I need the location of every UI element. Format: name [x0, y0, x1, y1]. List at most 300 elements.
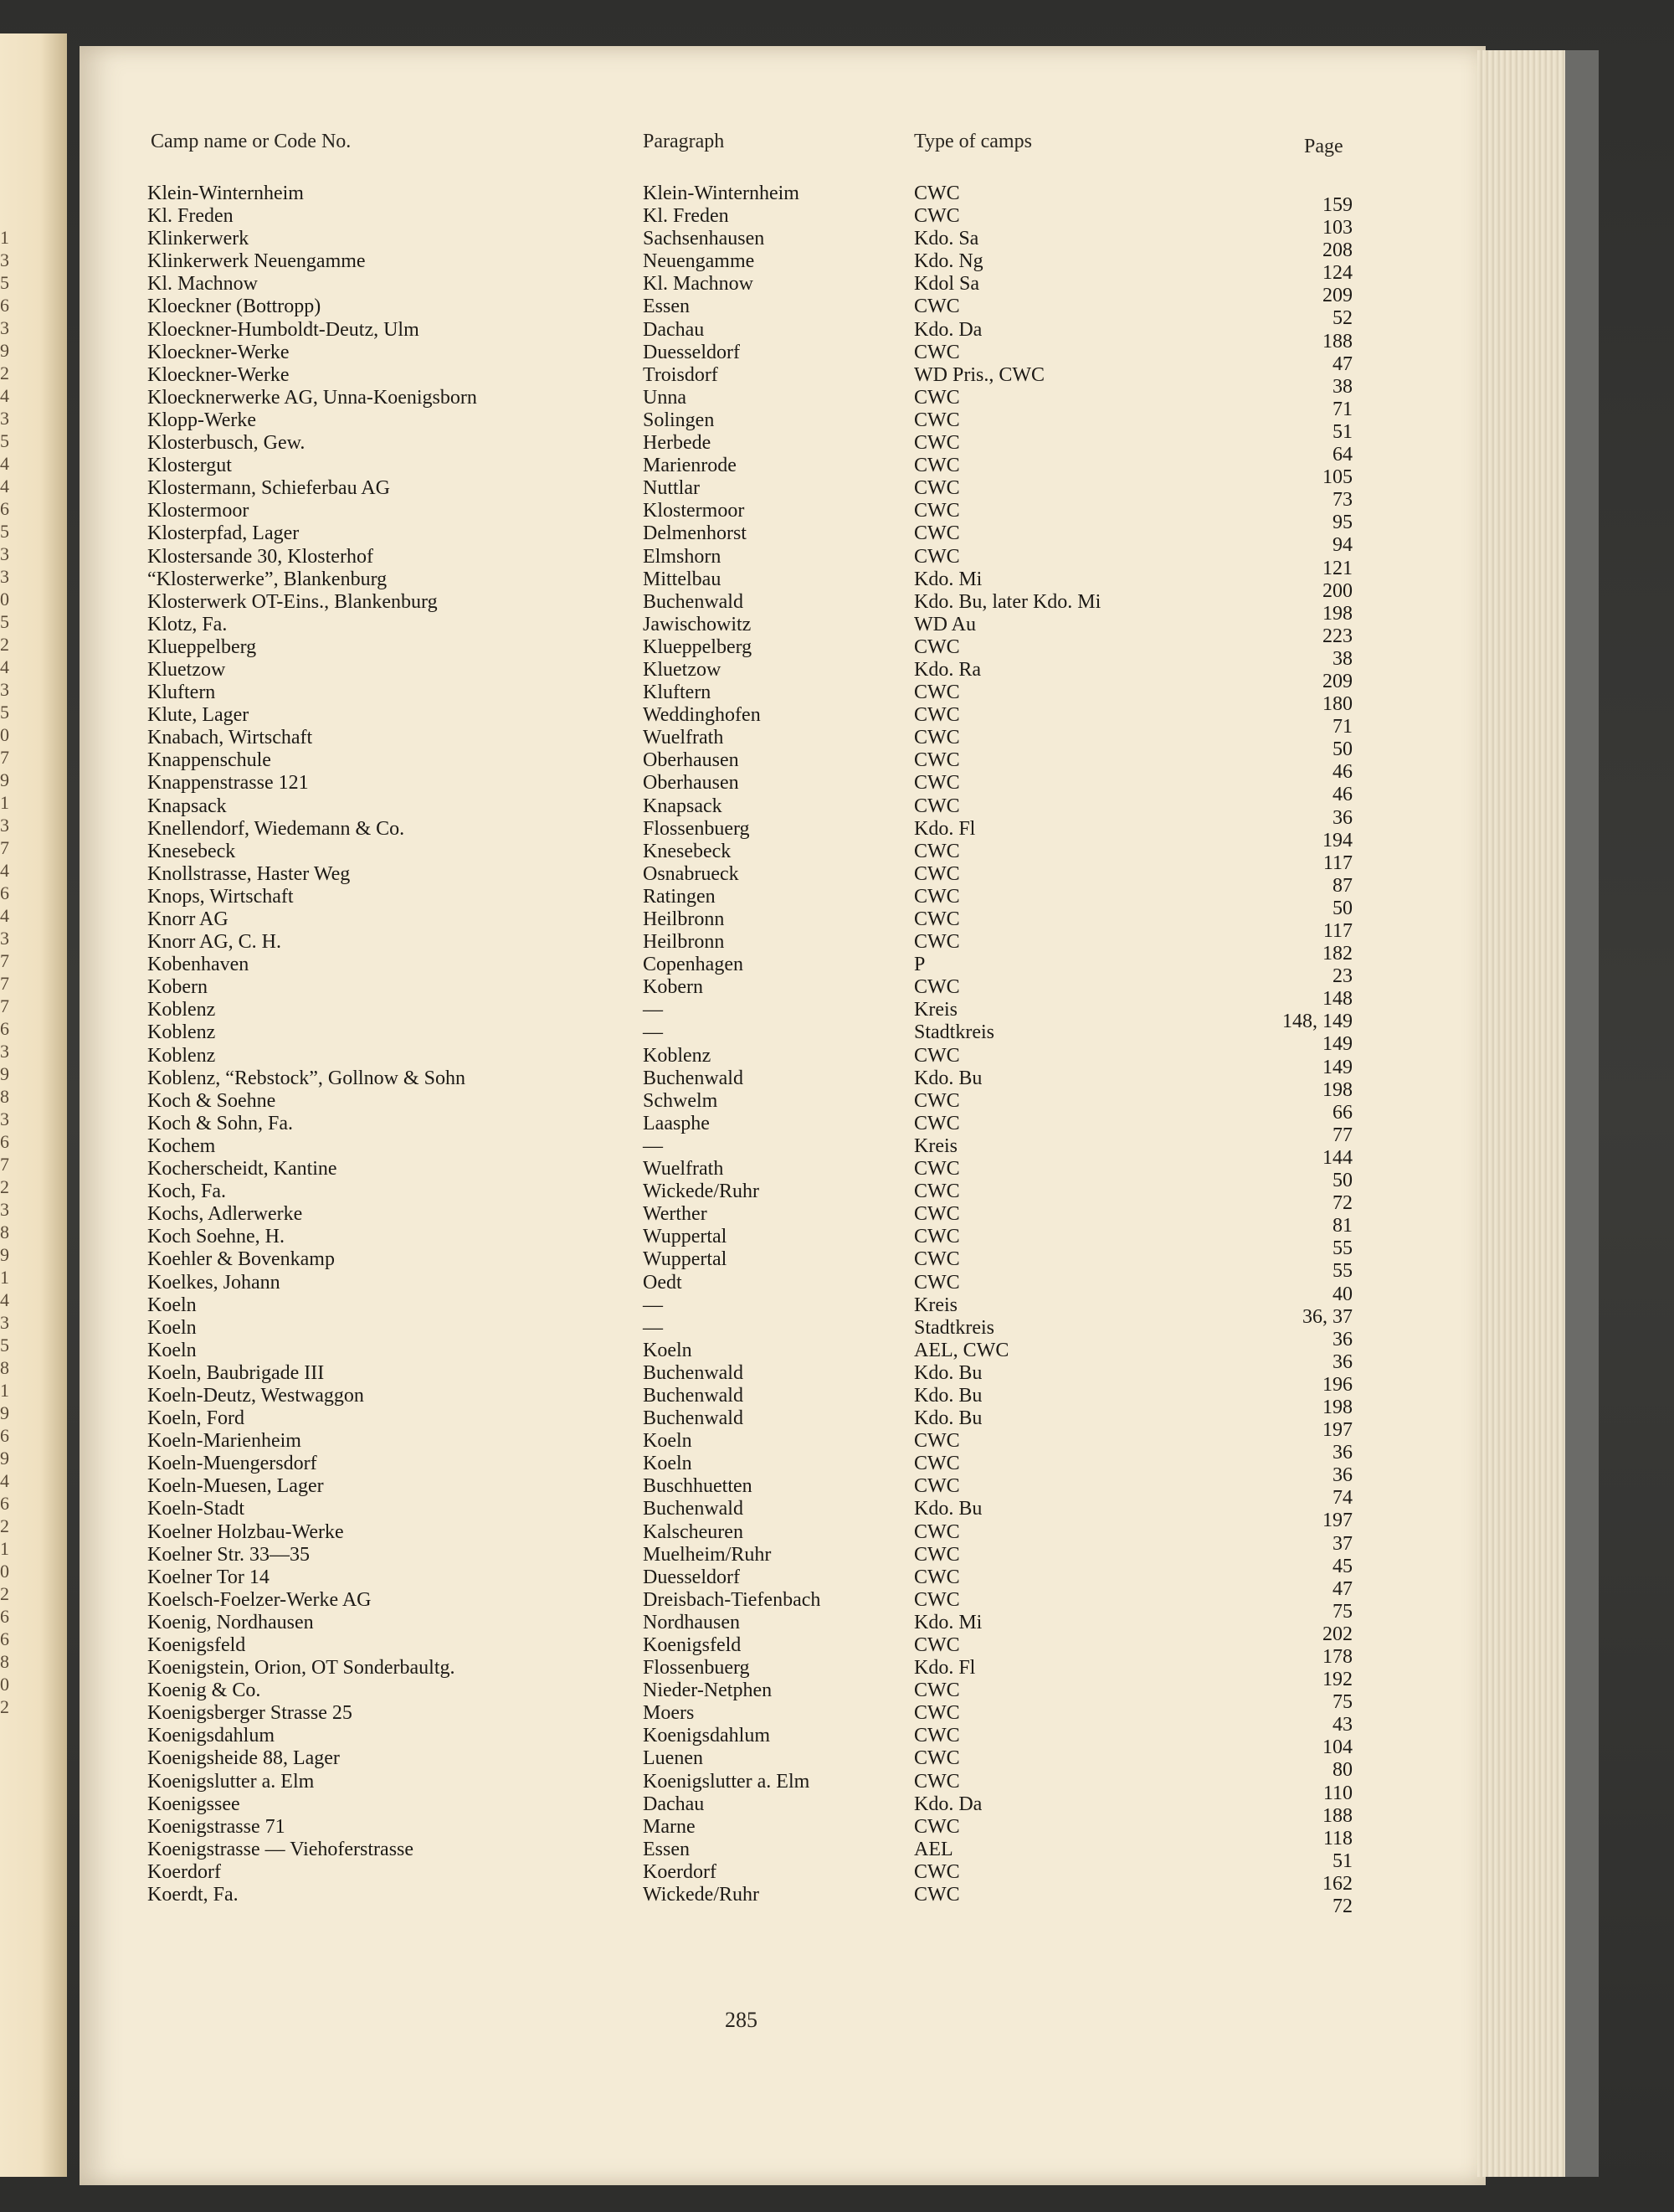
page-cell: 95 — [1333, 512, 1353, 534]
paragraph-cell: Nordhausen — [643, 1611, 740, 1633]
camp-name-cell: Klostermann, Schieferbau AG — [147, 477, 390, 500]
camp-name-cell: Koblenz, “Rebstock”, Gollnow & Sohn — [147, 1067, 465, 1089]
camp-name-cell: Koenigstrasse 71 — [147, 1815, 285, 1838]
paragraph-cell: Koblenz — [643, 1044, 711, 1067]
header-camp-name: Camp name or Code No. — [151, 131, 352, 152]
page-cell: 208 — [1322, 239, 1353, 262]
type-cell: CWC — [914, 1112, 960, 1134]
type-cell: CWC — [914, 1588, 960, 1611]
type-cell: CWC — [914, 1044, 960, 1067]
camp-name-cell: Kl. Machnow — [147, 273, 258, 296]
page-cell: 200 — [1322, 579, 1353, 602]
page-cell: 149 — [1322, 1056, 1353, 1078]
type-cell: CWC — [914, 727, 960, 749]
paragraph-cell: Koeln — [643, 1453, 692, 1475]
page-cell: 144 — [1322, 1146, 1353, 1169]
page-cell: 198 — [1322, 1078, 1353, 1101]
paragraph-cell: Kalscheuren — [643, 1520, 743, 1543]
camp-name-cell: Koblenz — [147, 999, 216, 1021]
page-cell: 81 — [1333, 1215, 1353, 1237]
paragraph-cell: Koenigsdahlum — [643, 1725, 770, 1747]
camp-name-cell: Knesebeck — [147, 840, 236, 862]
camp-name-cell: Koeln — [147, 1339, 197, 1361]
page-cell: 55 — [1333, 1260, 1353, 1283]
page-cell: 198 — [1322, 602, 1353, 625]
page-cell: 47 — [1333, 1577, 1353, 1600]
paragraph-cell: Copenhagen — [643, 954, 743, 976]
type-cell: CWC — [914, 455, 960, 477]
paragraph-cell: Flossenbuerg — [643, 1657, 750, 1680]
camp-name-cell: Koehler & Bovenkamp — [147, 1248, 335, 1271]
page-cell: 197 — [1322, 1510, 1353, 1532]
paragraph-cell: Buchenwald — [643, 1361, 743, 1384]
page-cell: 50 — [1333, 897, 1353, 919]
type-cell: CWC — [914, 749, 960, 772]
camp-name-cell: Koenigsfeld — [147, 1634, 246, 1656]
camp-name-cell: Koeln, Baubrigade III — [147, 1361, 325, 1384]
camp-name-cell: Koelsch-Foelzer-Werke AG — [147, 1588, 372, 1611]
page-cell: 159 — [1322, 194, 1353, 216]
paragraph-cell: Buschhuetten — [643, 1475, 752, 1498]
page-cell: 38 — [1333, 647, 1353, 670]
paragraph-cell: Herbede — [643, 432, 711, 455]
type-cell: CWC — [914, 1181, 960, 1203]
type-cell: Stadtkreis — [914, 1316, 994, 1339]
paragraph-cell: Troisdorf — [643, 363, 718, 386]
page-cell: 72 — [1333, 1896, 1353, 1918]
page-cell: 223 — [1322, 625, 1353, 647]
type-cell: Kdo. Fl — [914, 1657, 976, 1680]
paragraph-cell: Buchenwald — [643, 1407, 743, 1430]
paragraph-cell: Wuelfrath — [643, 1158, 724, 1181]
paragraph-cell: Osnabrueck — [643, 862, 739, 885]
camp-name-cell: Klosterwerk OT-Eins., Blankenburg — [147, 590, 438, 613]
camp-name-cell: Klostergut — [147, 455, 232, 477]
camp-name-cell: Koeln, Ford — [147, 1407, 244, 1430]
paragraph-cell: Wickede/Ruhr — [643, 1884, 759, 1906]
page-cell: 74 — [1333, 1487, 1353, 1510]
paragraph-cell: Oberhausen — [643, 749, 739, 772]
camp-name-cell: Klueppelberg — [147, 635, 257, 658]
camp-name-cell: Koch & Soehne — [147, 1089, 276, 1112]
paragraph-cell: Buchenwald — [643, 1498, 743, 1520]
paragraph-cell: Kobern — [643, 976, 703, 999]
page-cell: 36 — [1333, 1442, 1353, 1464]
paragraph-cell: — — [643, 1134, 663, 1157]
camp-name-cell: Koenigsheide 88, Lager — [147, 1747, 340, 1770]
type-cell: CWC — [914, 432, 960, 455]
camp-name-cell: Koenigslutter a. Elm — [147, 1770, 315, 1793]
paragraph-cell: Wuppertal — [643, 1248, 727, 1271]
paragraph-cell: Buchenwald — [643, 1384, 743, 1407]
type-cell: CWC — [914, 1566, 960, 1588]
camp-name-cell: Kluetzow — [147, 658, 226, 681]
type-cell: CWC — [914, 1248, 960, 1271]
page-cell: 46 — [1333, 784, 1353, 806]
paragraph-column — [643, 183, 911, 1906]
page-cell: 198 — [1322, 1396, 1353, 1418]
camp-name-cell: Knabach, Wirtschaft — [147, 727, 313, 749]
type-cell: CWC — [914, 1089, 960, 1112]
type-cell: Kdo. Bu — [914, 1067, 983, 1089]
page-cell: 40 — [1333, 1283, 1353, 1305]
page-cell: 105 — [1322, 466, 1353, 489]
paragraph-cell: Knesebeck — [643, 840, 732, 862]
page-cell: 43 — [1333, 1714, 1353, 1736]
type-cell: CWC — [914, 1815, 960, 1838]
paragraph-cell: Dachau — [643, 1793, 705, 1815]
paragraph-cell: Dachau — [643, 318, 705, 341]
page-cell: 51 — [1333, 420, 1353, 443]
page-cell: 188 — [1322, 1804, 1353, 1827]
page-cell: 192 — [1322, 1669, 1353, 1691]
paragraph-cell: Kl. Freden — [643, 205, 729, 228]
camp-name-cell: Knappenstrasse 121 — [147, 772, 309, 795]
camp-name-cell: Koenigssee — [147, 1793, 240, 1815]
page-cell: 36 — [1333, 1464, 1353, 1487]
paragraph-cell: Flossenbuerg — [643, 817, 750, 840]
paragraph-cell: Schwelm — [643, 1089, 718, 1112]
paragraph-cell: Oedt — [643, 1271, 682, 1294]
camp-name-cell: Kloecknerwerke AG, Unna-Koenigsborn — [147, 386, 477, 409]
type-cell: CWC — [914, 862, 960, 885]
camp-name-cell: Koenigstrasse — Viehoferstrasse — [147, 1838, 414, 1860]
page-cell: 51 — [1333, 1849, 1353, 1872]
paragraph-cell: Jawischowitz — [643, 613, 752, 635]
type-cell: CWC — [914, 885, 960, 908]
type-cell: Kdo. Mi — [914, 568, 983, 590]
type-cell: CWC — [914, 341, 960, 363]
type-cell: Kdo. Mi — [914, 1611, 983, 1633]
page-cell: 46 — [1333, 761, 1353, 784]
paragraph-cell: Essen — [643, 1838, 690, 1860]
type-cell: CWC — [914, 386, 960, 409]
camp-name-cell: Koenigsdahlum — [147, 1725, 275, 1747]
paragraph-cell: Heilbronn — [643, 908, 725, 930]
type-cell: CWC — [914, 1430, 960, 1453]
camp-name-cell: Kluftern — [147, 682, 216, 704]
camp-name-cell: Kobern — [147, 976, 208, 999]
camp-name-cell: Kloeckner-Werke — [147, 363, 290, 386]
type-cell: CWC — [914, 296, 960, 318]
page-cell: 124 — [1322, 262, 1353, 285]
type-cell: CWC — [914, 1203, 960, 1226]
type-cell: CWC — [914, 635, 960, 658]
paragraph-cell: Heilbronn — [643, 931, 725, 954]
type-cell: CWC — [914, 1475, 960, 1498]
paragraph-cell: Weddinghofen — [643, 704, 761, 727]
page-cell: 209 — [1322, 670, 1353, 692]
page-cell: 50 — [1333, 738, 1353, 761]
type-cell: Kdo. Ra — [914, 658, 981, 681]
page-column — [1155, 194, 1353, 1918]
type-cell: CWC — [914, 931, 960, 954]
camp-name-cell: Koeln-Deutz, Westwaggon — [147, 1384, 364, 1407]
camp-name-cell: Koeln-Muesen, Lager — [147, 1475, 324, 1498]
type-cell: CWC — [914, 1453, 960, 1475]
page-cell: 196 — [1322, 1373, 1353, 1396]
camp-name-cell: Klostersande 30, Klosterhof — [147, 545, 373, 568]
camp-name-cell: Koeln-Muengersdorf — [147, 1453, 317, 1475]
page-cell: 209 — [1322, 285, 1353, 307]
type-cell: CWC — [914, 840, 960, 862]
paragraph-cell: Duesseldorf — [643, 1566, 740, 1588]
page-cell: 148, 149 — [1282, 1011, 1353, 1033]
camp-name-cell: Klein-Winternheim — [147, 183, 304, 204]
type-cell: CWC — [914, 908, 960, 930]
page-cell: 117 — [1322, 851, 1353, 874]
type-cell: Kreis — [914, 999, 958, 1021]
paragraph-cell: Wuelfrath — [643, 727, 724, 749]
camp-name-cell: Knellendorf, Wiedemann & Co. — [147, 817, 405, 840]
page-cell: 94 — [1333, 534, 1353, 557]
camp-name-cell: Knapsack — [147, 795, 227, 817]
camp-name-cell: Koenigstein, Orion, OT Sonderbaultg. — [147, 1657, 455, 1680]
paragraph-cell: Knapsack — [643, 795, 722, 817]
camp-name-cell: Knollstrasse, Haster Weg — [147, 862, 351, 885]
camp-name-cell: Klosterbusch, Gew. — [147, 432, 306, 455]
type-cell: CWC — [914, 682, 960, 704]
camp-name-cell: Koeln-Marienheim — [147, 1430, 301, 1453]
camp-name-cell: Kloeckner-Humboldt-Deutz, Ulm — [147, 318, 419, 341]
camp-name-cell: Koerdt, Fa. — [147, 1884, 239, 1906]
page-cell: 36, 37 — [1302, 1305, 1353, 1328]
paragraph-cell: Marienrode — [643, 455, 737, 477]
camp-name-cell: Knappenschule — [147, 749, 271, 772]
header-type: Type of camps — [914, 131, 1032, 152]
type-cell: Kdo. Da — [914, 1793, 983, 1815]
paragraph-cell: Kluetzow — [643, 658, 721, 681]
camp-name-cell: Koerdorf — [147, 1860, 221, 1883]
camp-name-cell: Koelner Tor 14 — [147, 1566, 270, 1588]
type-cell: CWC — [914, 477, 960, 500]
type-cell: Kreis — [914, 1294, 958, 1316]
page-cell: 75 — [1333, 1691, 1353, 1714]
type-cell: Kreis — [914, 1134, 958, 1157]
camp-name-cell: Klostermoor — [147, 500, 249, 522]
paragraph-cell: Klostermoor — [643, 500, 745, 522]
camp-name-cell: “Klosterwerke”, Blankenburg — [147, 568, 388, 590]
paragraph-cell: Delmenhorst — [643, 522, 747, 545]
type-cell: CWC — [914, 976, 960, 999]
paragraph-cell: Koeln — [643, 1339, 692, 1361]
page-cell: 87 — [1333, 874, 1353, 897]
page-cell: 47 — [1333, 352, 1353, 375]
type-cell: CWC — [914, 1747, 960, 1770]
type-cell: CWC — [914, 1725, 960, 1747]
paragraph-cell: Marne — [643, 1815, 696, 1838]
paragraph-cell: Buchenwald — [643, 1067, 743, 1089]
type-cell: CWC — [914, 409, 960, 431]
paragraph-cell: Ratingen — [643, 885, 716, 908]
paragraph-cell: Oberhausen — [643, 772, 739, 795]
camp-name-cell: Koeln — [147, 1294, 197, 1316]
camp-name-cell: Knorr AG — [147, 908, 229, 930]
page-cell: 149 — [1322, 1033, 1353, 1056]
type-cell: CWC — [914, 1634, 960, 1656]
page-cell: 194 — [1322, 829, 1353, 851]
camp-name-cell: Koch Soehne, H. — [147, 1226, 285, 1248]
paragraph-cell: Muelheim/Ruhr — [643, 1543, 772, 1566]
type-cell: CWC — [914, 1884, 960, 1906]
paragraph-cell: Nieder-Netphen — [643, 1680, 773, 1702]
page-cell: 162 — [1322, 1872, 1353, 1895]
type-cell: CWC — [914, 772, 960, 795]
type-cell: Kdo. Bu — [914, 1498, 983, 1520]
camp-name-cell: Kloeckner-Werke — [147, 341, 290, 363]
page-cell: 71 — [1333, 716, 1353, 738]
paragraph-cell: Buchenwald — [643, 590, 743, 613]
camp-name-column — [147, 183, 641, 1906]
paragraph-cell: Elmshorn — [643, 545, 721, 568]
camp-name-cell: Koenig, Nordhausen — [147, 1611, 314, 1633]
page-cell: 180 — [1322, 693, 1353, 716]
paragraph-cell: — — [643, 1316, 663, 1339]
paragraph-cell: Koeln — [643, 1430, 692, 1453]
page-cell: 66 — [1333, 1101, 1353, 1124]
camp-name-cell: Kochem — [147, 1134, 216, 1157]
type-cell: CWC — [914, 795, 960, 817]
camp-name-cell: Koch & Sohn, Fa. — [147, 1112, 293, 1134]
type-cell: CWC — [914, 1271, 960, 1294]
camp-name-cell: Kocherscheidt, Kantine — [147, 1158, 337, 1181]
paragraph-cell: Neuengamme — [643, 250, 755, 273]
type-cell: Kdo. Bu — [914, 1407, 983, 1430]
type-cell: Kdol Sa — [914, 273, 979, 296]
type-cell: Kdo. Sa — [914, 228, 979, 250]
page-cell: 50 — [1333, 1170, 1353, 1192]
camp-name-cell: Koeln — [147, 1316, 197, 1339]
page-cell: 73 — [1333, 489, 1353, 512]
type-cell: WD Pris., CWC — [914, 363, 1045, 386]
paragraph-cell: Wickede/Ruhr — [643, 1181, 759, 1203]
paragraph-cell: Wuppertal — [643, 1226, 727, 1248]
paragraph-cell: Unna — [643, 386, 686, 409]
camp-name-cell: Koelkes, Johann — [147, 1271, 280, 1294]
type-cell: AEL — [914, 1838, 953, 1860]
type-cell: CWC — [914, 704, 960, 727]
paragraph-cell: Luenen — [643, 1747, 703, 1770]
paragraph-cell: Solingen — [643, 409, 715, 431]
paragraph-cell: — — [643, 1021, 663, 1044]
page-cell: 36 — [1333, 1328, 1353, 1350]
type-cell: Kdo. Bu — [914, 1384, 983, 1407]
type-cell: Kdo. Bu — [914, 1361, 983, 1384]
camp-name-cell: Klinkerwerk — [147, 228, 249, 250]
page-cell: 197 — [1322, 1419, 1353, 1442]
type-cell: Kdo. Bu, later Kdo. Mi — [914, 590, 1101, 613]
camp-name-cell: Koelner Str. 33—35 — [147, 1543, 310, 1566]
page-cell: 80 — [1333, 1759, 1353, 1782]
page-cell: 110 — [1322, 1782, 1353, 1804]
paragraph-cell: Koenigslutter a. Elm — [643, 1770, 810, 1793]
left-page-digits: 1 3 5 6 3 9 2 4 3 5 4 4 6 5 3 3 0 5 2 4 3 5 0 7 9 1 3 7 4 6 4 3 7 7 7 6 3 9 8 3 6 7 2 3 8 9 1 4 3 5 8 1 9 6 9 4 6 2 1 0 2 6 6 8 0 2 — [0, 227, 9, 1717]
paragraph-cell: — — [643, 999, 663, 1021]
type-cell: CWC — [914, 1520, 960, 1543]
page-cell: 117 — [1322, 920, 1353, 942]
type-cell: Kdo. Da — [914, 318, 983, 341]
header-paragraph: Paragraph — [643, 131, 725, 152]
page-cell: 45 — [1333, 1555, 1353, 1577]
type-cell: CWC — [914, 1680, 960, 1702]
page-cell: 71 — [1333, 398, 1353, 420]
type-cell: AEL, CWC — [914, 1339, 1009, 1361]
paragraph-cell: Moers — [643, 1702, 695, 1725]
camp-name-cell: Klute, Lager — [147, 704, 249, 727]
type-cell: CWC — [914, 1158, 960, 1181]
type-cell: Stadtkreis — [914, 1021, 994, 1044]
camp-name-cell: Knops, Wirtschaft — [147, 885, 294, 908]
paragraph-cell: Nuttlar — [643, 477, 700, 500]
camp-name-cell: Klosterpfad, Lager — [147, 522, 300, 545]
page-cell: 37 — [1333, 1532, 1353, 1555]
camp-name-cell: Koelner Holzbau-Werke — [147, 1520, 344, 1543]
type-cell: WD Au — [914, 613, 976, 635]
type-cell: CWC — [914, 1543, 960, 1566]
page-cell: 64 — [1333, 444, 1353, 466]
page-cell: 104 — [1322, 1736, 1353, 1759]
camp-name-cell: Kobenhaven — [147, 954, 249, 976]
page-cell: 72 — [1333, 1192, 1353, 1215]
type-cell: CWC — [914, 1860, 960, 1883]
paragraph-cell: Duesseldorf — [643, 341, 740, 363]
paragraph-cell: Klein-Winternheim — [643, 183, 799, 204]
camp-name-cell: Kloeckner (Bottropp) — [147, 296, 321, 318]
type-cell: CWC — [914, 545, 960, 568]
paragraph-cell: Sachsenhausen — [643, 228, 765, 250]
type-cell: CWC — [914, 1770, 960, 1793]
camp-name-cell: Klopp-Werke — [147, 409, 257, 431]
page-cell: 36 — [1333, 806, 1353, 829]
type-cell: CWC — [914, 1226, 960, 1248]
paragraph-cell: Koenigsfeld — [643, 1634, 742, 1656]
type-cell: CWC — [914, 522, 960, 545]
page-cell: 103 — [1322, 217, 1353, 239]
type-cell: Kdo. Fl — [914, 817, 976, 840]
camp-name-cell: Knorr AG, C. H. — [147, 931, 281, 954]
page-cell: 148 — [1322, 988, 1353, 1011]
page-cell: 23 — [1333, 965, 1353, 988]
page-cell: 188 — [1322, 330, 1353, 352]
type-cell: P — [914, 954, 926, 976]
paragraph-cell: Koerdorf — [643, 1860, 716, 1883]
paragraph-cell: Kluftern — [643, 682, 711, 704]
page-cell: 182 — [1322, 943, 1353, 965]
camp-name-cell: Koch, Fa. — [147, 1181, 226, 1203]
page-cell: 52 — [1333, 307, 1353, 330]
camp-name-cell: Koblenz — [147, 1044, 216, 1067]
paragraph-cell: Klueppelberg — [643, 635, 752, 658]
camp-name-cell: Koenigsberger Strasse 25 — [147, 1702, 352, 1725]
page-cell: 75 — [1333, 1600, 1353, 1623]
page-cell: 38 — [1333, 375, 1353, 398]
camp-name-cell: Koblenz — [147, 1021, 216, 1044]
type-cell: CWC — [914, 183, 960, 204]
page-cell: 36 — [1333, 1350, 1353, 1373]
page-cell: 118 — [1322, 1827, 1353, 1849]
camp-name-cell: Koeln-Stadt — [147, 1498, 244, 1520]
page-cell: 121 — [1322, 557, 1353, 579]
paragraph-cell: Kl. Machnow — [643, 273, 753, 296]
page-cell: 77 — [1333, 1124, 1353, 1146]
type-cell: CWC — [914, 500, 960, 522]
page-cell: 55 — [1333, 1237, 1353, 1260]
header-page: Page — [1304, 136, 1343, 157]
page-cell: 178 — [1322, 1646, 1353, 1668]
paragraph-cell: Dreisbach-Tiefenbach — [643, 1588, 821, 1611]
page-cell: 202 — [1322, 1623, 1353, 1645]
camp-name-cell: Koenig & Co. — [147, 1680, 261, 1702]
